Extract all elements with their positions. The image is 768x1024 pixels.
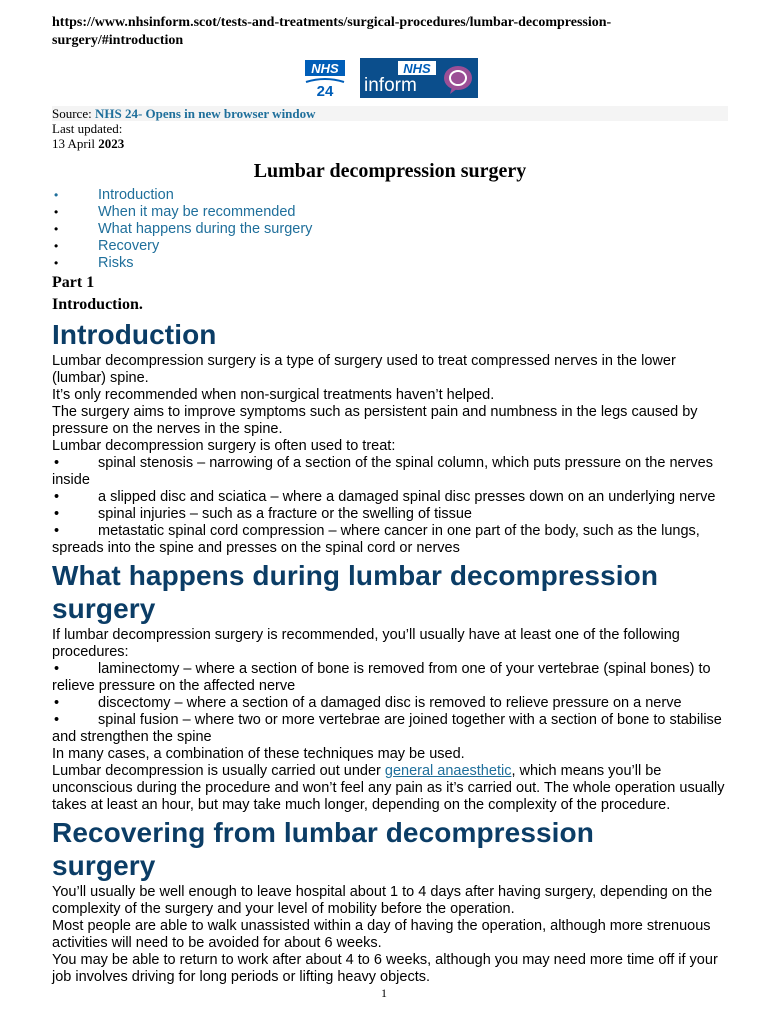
intro-paragraph: Lumbar decompression surgery is often used to treat: bbox=[52, 438, 396, 454]
toc-item-when-recommended[interactable]: • When it may be recommended bbox=[52, 204, 728, 221]
bullet-icon: • bbox=[54, 506, 60, 522]
source-label: Source: bbox=[52, 106, 95, 121]
bullet-icon: • bbox=[54, 455, 60, 471]
toc-item-recovery[interactable]: • Recovery bbox=[52, 238, 728, 255]
list-item-text: discectomy – where a section of a damaged disc is removed to relieve pressure on a nerve bbox=[98, 695, 682, 711]
list-item bbox=[52, 489, 728, 506]
what-paragraph: In many cases, a combination of these techniques may be used. bbox=[52, 746, 465, 762]
toc-item-risks[interactable]: • Risks bbox=[52, 255, 728, 272]
general-anaesthetic-link[interactable]: general anaesthetic bbox=[384, 763, 512, 779]
what-paragraph: If lumbar decompression surgery is recommended, you’ll usually have at least one of the following procedures: bbox=[52, 627, 680, 660]
last-updated-year: 2023 bbox=[98, 136, 125, 151]
list-item bbox=[52, 712, 728, 746]
what-heading-line2: surgery bbox=[52, 593, 156, 624]
list-item bbox=[52, 695, 728, 712]
toc-item-introduction[interactable]: • Introduction bbox=[52, 187, 728, 204]
nhs24-top-text: NHS bbox=[311, 61, 339, 76]
source-url[interactable]: https://www.nhsinform.scot/tests-and-treatments/surgical-procedures/lumbar-decompression-surgery/#introduction bbox=[52, 15, 612, 48]
list-item bbox=[52, 506, 728, 523]
intro-paragraph: The surgery aims to improve symptoms such as persistent pain and numbness in the legs caused by pressure on the nerves in the spine. bbox=[52, 404, 698, 437]
nhs24-bottom-text: 24 bbox=[316, 83, 334, 100]
source-line bbox=[52, 106, 728, 121]
what-paragraph-anaesthetic bbox=[52, 763, 728, 814]
anaesthetic-text-after: , which means you’ll be unconscious during the procedure and won’t feel any pain as it’s carried out. The whole operation usually takes at least an hour, but may take much longer, depending on the complexity of the procedure. bbox=[52, 763, 725, 813]
toc-item-what-happens[interactable]: • What happens during the surgery bbox=[52, 221, 728, 238]
inform-bottom-text: inform bbox=[364, 75, 417, 96]
table-of-contents bbox=[52, 187, 728, 272]
source-link[interactable]: NHS 24- Opens in new browser window bbox=[94, 106, 316, 121]
bullet-icon: • bbox=[54, 712, 60, 728]
recover-paragraph: Most people are able to walk unassisted within a day of having the operation, although more strenuous activities will need to be avoided for about 6 weeks. bbox=[52, 918, 711, 951]
section-heading-what-happens bbox=[52, 559, 728, 625]
recover-heading-line1: Recovering from lumbar decompression bbox=[52, 817, 594, 848]
bullet-icon: • bbox=[54, 661, 60, 677]
last-updated-day-month: 13 April bbox=[52, 136, 99, 151]
part-title: Introduction. bbox=[52, 296, 143, 313]
intro-paragraph: It’s only recommended when non-surgical treatments haven’t helped. bbox=[52, 387, 495, 403]
document-title: Lumbar decompression surgery bbox=[253, 160, 527, 182]
list-item-text: spinal fusion – where two or more vertebrae are joined together with a section of bone to stabilise and strengthen the spine bbox=[52, 712, 722, 745]
last-updated-date bbox=[52, 136, 728, 151]
intro-paragraph: Lumbar decompression surgery is a type of surgery used to treat compressed nerves in the lower (lumbar) spine. bbox=[52, 353, 676, 386]
list-item-text: spinal stenosis – narrowing of a section of the spinal column, which puts pressure on the nerves inside bbox=[52, 455, 713, 488]
bullet-icon: • bbox=[54, 489, 60, 505]
nhs-inform-logo bbox=[360, 58, 478, 98]
document-page bbox=[52, 14, 728, 986]
list-item bbox=[52, 661, 728, 695]
bullet-icon: • bbox=[54, 695, 60, 711]
page-number: 1 bbox=[381, 986, 387, 1000]
what-heading-line1: What happens during lumbar decompression bbox=[52, 560, 659, 591]
list-item-text: a slipped disc and sciatica – where a damaged spinal disc presses down on an underlying nerve bbox=[98, 489, 716, 505]
recover-paragraph: You may be able to return to work after about 4 to 6 weeks, although you may need more time off if your job involves driving for long periods or lifting heavy objects. bbox=[52, 952, 718, 985]
part-label: Part 1 bbox=[52, 274, 95, 291]
list-item bbox=[52, 523, 728, 557]
recover-heading-line2: surgery bbox=[52, 850, 156, 881]
nhs24-logo bbox=[302, 58, 348, 100]
section-heading-introduction bbox=[52, 318, 728, 351]
introduction-heading-text: Introduction bbox=[52, 319, 217, 350]
last-updated-label: Last updated: bbox=[52, 121, 123, 136]
list-item bbox=[52, 455, 728, 489]
section-heading-recovering bbox=[52, 816, 728, 882]
inform-top-text: NHS bbox=[403, 61, 431, 76]
logo-row bbox=[52, 58, 728, 102]
list-item-text: metastatic spinal cord compression – where cancer in one part of the body, such as the lungs, spreads into the spine and presses on the spinal cord or nerves bbox=[52, 523, 700, 556]
list-item-text: spinal injuries – such as a fracture or the swelling of tissue bbox=[98, 506, 472, 522]
recover-paragraph: You’ll usually be well enough to leave hospital about 1 to 4 days after having surgery, depending on the complexity of the surgery and your level of mobility before the operation. bbox=[52, 884, 713, 917]
list-item-text: laminectomy – where a section of bone is removed from one of your vertebrae (spinal bones) to relieve pressure on the affected nerve bbox=[52, 661, 711, 694]
anaesthetic-text-before: Lumbar decompression is usually carried out under bbox=[52, 763, 385, 779]
bullet-icon: • bbox=[54, 523, 60, 539]
